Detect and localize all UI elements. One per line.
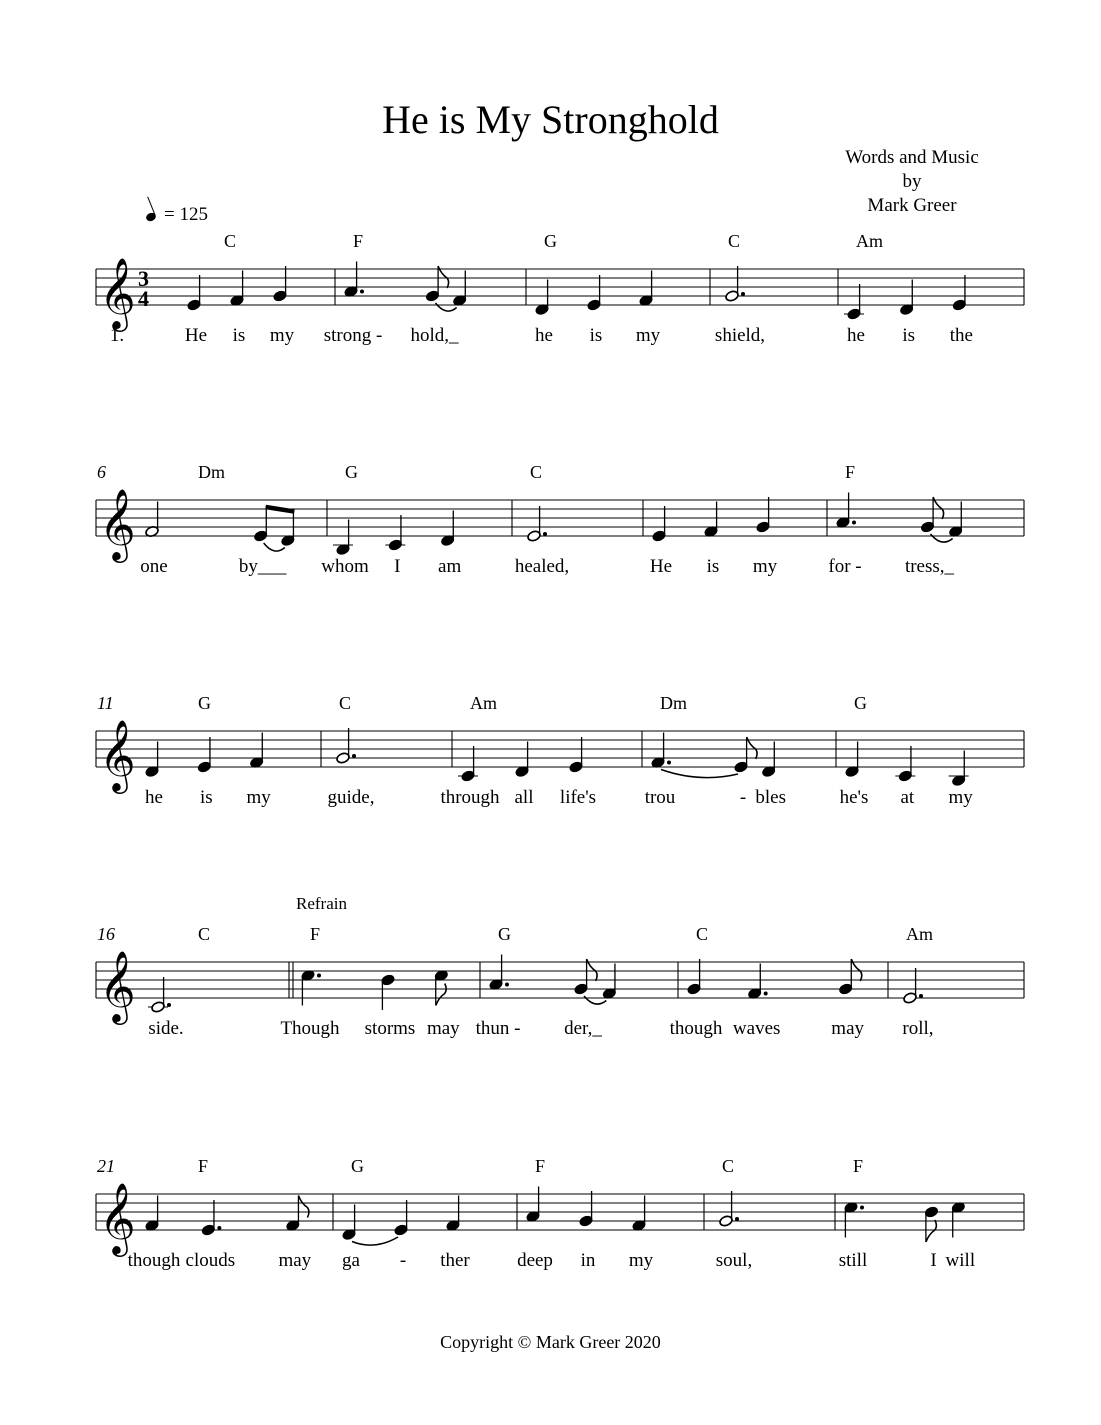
tie-arc — [264, 543, 285, 551]
verse-number: 1. — [109, 325, 125, 346]
treble-clef-icon: 𝄞 — [99, 718, 136, 791]
lyric-syllable: I — [394, 556, 401, 577]
chord-symbol: C — [722, 1156, 735, 1176]
lyric-syllable: the — [949, 325, 973, 346]
lyric-syllable: all — [514, 787, 534, 808]
lyric-syllable: my — [246, 787, 271, 808]
chord-symbol: F — [535, 1156, 546, 1176]
lyric-syllable: deep — [517, 1250, 553, 1271]
chord-symbol: F — [310, 924, 321, 944]
lyric-syllable: is — [706, 556, 720, 577]
lyric-syllable: storms — [364, 1018, 416, 1039]
eighth-flag — [926, 1220, 937, 1242]
chord-symbol: F — [853, 1156, 864, 1176]
lyric-syllable: is — [199, 787, 213, 808]
lyric-syllable: shield, — [714, 325, 766, 346]
treble-clef-icon: 𝄞 — [99, 949, 136, 1022]
augmentation-dot — [360, 290, 364, 294]
tie-arc — [352, 1237, 398, 1245]
time-signature-top: 3 — [138, 266, 149, 291]
lyric-syllable: may — [831, 1018, 865, 1039]
song-title: He is My Stronghold — [382, 97, 719, 142]
refrain-label: Refrain — [296, 894, 347, 913]
lyric-syllable: though — [669, 1018, 723, 1039]
augmentation-dot — [352, 754, 356, 758]
chord-symbol: Dm — [198, 462, 225, 482]
treble-clef-icon: 𝄞 — [99, 1181, 136, 1254]
tie-arc — [584, 996, 606, 1004]
lyric-syllable: at — [900, 787, 915, 808]
lyric-syllable: still — [838, 1250, 868, 1271]
lyric-syllable: whom — [321, 556, 369, 577]
chord-symbol: G — [345, 462, 358, 482]
treble-clef-icon: 𝄞 — [99, 487, 136, 560]
eighth-flag — [298, 1196, 309, 1218]
lyric-syllable: will — [945, 1250, 976, 1271]
lyric-syllable: side. — [148, 1018, 184, 1039]
lyric-syllable: through — [440, 787, 500, 808]
lyric-syllable: by___ — [238, 556, 287, 577]
lyric-syllable: healed, — [514, 556, 570, 577]
lyric-syllable: is — [902, 325, 916, 346]
lyric-syllable: he — [847, 325, 865, 346]
chord-symbol: Dm — [660, 693, 687, 713]
lyric-syllable: he — [535, 325, 553, 346]
chord-symbol: F — [845, 462, 856, 482]
chord-symbol: Am — [906, 924, 933, 944]
lyric-syllable: der,_ — [564, 1018, 602, 1039]
lyric-syllable: roll, — [902, 1018, 934, 1039]
measure-number: 6 — [97, 462, 106, 482]
augmentation-dot — [860, 1206, 864, 1210]
lyric-syllable: is — [589, 325, 603, 346]
lyric-syllable: am — [438, 556, 462, 577]
chord-symbol: C — [728, 231, 741, 251]
chord-symbol: F — [353, 231, 364, 251]
chord-symbol: G — [198, 693, 211, 713]
chord-symbol: C — [224, 231, 237, 251]
chord-symbol: C — [339, 693, 352, 713]
chord-symbol: G — [854, 693, 867, 713]
credit-line-1: Words and Music — [845, 147, 979, 168]
lyric-syllable: my — [635, 325, 661, 346]
tie-arc — [436, 303, 457, 311]
chord-symbol: F — [198, 1156, 209, 1176]
lyric-syllable: in — [580, 1250, 596, 1271]
lyric-syllable: ga — [342, 1250, 360, 1271]
lyric-syllable: - — [739, 787, 747, 808]
chord-symbol: G — [351, 1156, 364, 1176]
lyric-syllable: for - — [828, 556, 862, 577]
augmentation-dot — [764, 992, 768, 996]
chord-symbol: Am — [856, 231, 883, 251]
lyric-syllable: my — [269, 325, 295, 346]
augmentation-dot — [217, 1226, 221, 1230]
chord-symbol: C — [530, 462, 543, 482]
measure-number: 11 — [97, 693, 114, 713]
chord-symbol: C — [696, 924, 709, 944]
chord-symbol: Am — [470, 693, 497, 713]
augmentation-dot — [741, 292, 745, 296]
lyric-syllable: one — [140, 556, 168, 577]
treble-clef-icon: 𝄞 — [99, 256, 136, 329]
measure-number: 21 — [97, 1156, 115, 1176]
lyric-syllable: soul, — [715, 1250, 753, 1271]
eighth-flag — [436, 984, 447, 1006]
lyric-syllable: though — [127, 1250, 181, 1271]
lyric-syllable: He — [184, 325, 208, 346]
lyric-syllable: thun - — [475, 1018, 521, 1039]
lyric-syllable: may — [278, 1250, 312, 1271]
lyric-syllable: life's — [559, 787, 597, 808]
chord-symbol: C — [198, 924, 211, 944]
augmentation-dot — [667, 761, 671, 765]
lyric-syllable: Though — [280, 1018, 340, 1039]
lyric-syllable: tress,_ — [904, 556, 955, 577]
augmentation-dot — [919, 994, 923, 998]
lyric-syllable: my — [948, 787, 973, 808]
augmentation-dot — [735, 1217, 739, 1221]
chord-symbol: G — [544, 231, 557, 251]
lyric-syllable: clouds — [185, 1250, 236, 1271]
lyric-syllable: he's — [839, 787, 869, 808]
lyric-syllable: he — [145, 787, 163, 808]
lyric-syllable: trou — [644, 787, 676, 808]
copyright-notice: Copyright © Mark Greer 2020 — [440, 1332, 661, 1352]
measure-number: 16 — [97, 924, 115, 944]
lyric-syllable: I — [930, 1250, 937, 1271]
lyric-syllable: ther — [440, 1250, 470, 1271]
lyric-syllable: is — [232, 325, 246, 346]
lyric-syllable: my — [628, 1250, 654, 1271]
lyric-syllable: bles — [755, 787, 786, 808]
augmentation-dot — [505, 983, 509, 987]
lyric-syllable: hold,_ — [410, 325, 459, 346]
eighth-beam — [266, 507, 295, 512]
credit-line-3: Mark Greer — [867, 195, 957, 216]
tie-arc — [931, 534, 953, 542]
lyric-syllable: my — [752, 556, 778, 577]
augmentation-dot — [852, 521, 856, 525]
lyric-syllable: He — [649, 556, 673, 577]
augmentation-dot — [543, 532, 547, 536]
tie-arc — [661, 770, 738, 778]
time-signature-bottom: 4 — [138, 286, 149, 311]
augmentation-dot — [167, 1003, 171, 1007]
lyric-syllable: waves — [732, 1018, 781, 1039]
credit-line-2: by — [902, 171, 922, 192]
lyric-syllable: strong - — [323, 325, 383, 346]
tempo-bpm: = 125 — [164, 204, 208, 225]
lyric-syllable: may — [426, 1018, 460, 1039]
chord-symbol: G — [498, 924, 511, 944]
lyric-syllable: guide, — [327, 787, 375, 808]
augmentation-dot — [317, 974, 321, 978]
lyric-syllable: - — [399, 1250, 407, 1271]
